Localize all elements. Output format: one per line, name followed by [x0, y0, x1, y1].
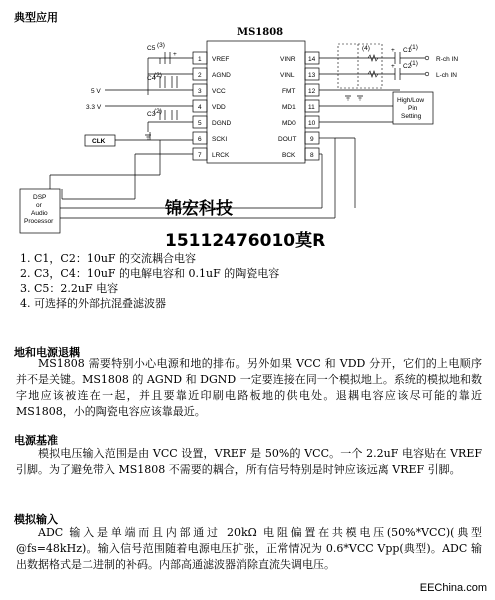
note-item: 1. C1，C2：10uF 的交流耦合电容 — [20, 252, 197, 265]
c4-label: C4 — [147, 75, 156, 82]
section-title-typical-application: 典型应用 — [14, 11, 58, 24]
pin-num: 2 — [198, 72, 202, 79]
clk-label: CLK — [92, 138, 106, 145]
lch-in-label: L-ch IN — [436, 72, 457, 79]
note-item: 4. 可选择的外部抗混叠滤波器 — [20, 297, 166, 310]
pin-num: 14 — [308, 56, 316, 63]
supply-3v3-label: 3.3 V — [86, 104, 102, 111]
note-item: 2. C3，C4：10uF 的电解电容和 0.1uF 的陶瓷电容 — [20, 267, 280, 280]
pin-num: 10 — [308, 120, 316, 127]
rch-in-label: R-ch IN — [436, 56, 459, 63]
note-item: 3. C5：2.2uF 电容 — [20, 282, 119, 295]
pin-name: MD1 — [282, 104, 296, 111]
pin-name: VINR — [280, 56, 296, 63]
plus-sign: + — [391, 63, 395, 70]
pin-name: LRCK — [212, 152, 230, 159]
pin-name: BCK — [282, 152, 296, 159]
pin-label: Pin — [408, 105, 418, 112]
heading-voltage-reference: 电源基准 — [14, 434, 58, 447]
application-circuit-diagram — [0, 0, 495, 262]
pin-num: 9 — [310, 136, 314, 143]
c4-sup: (2) — [154, 72, 162, 79]
dsp-label: DSP — [33, 194, 47, 201]
paragraph-ground-decoupling: MS1808 需要特别小心电源和地的排布。另外如果 VCC 和 VDD 分开，它们的上电顺序并不是关键。MS1808 的 AGND 和 DGND 一定要连接在同一个模拟地上。系统的模拟地和数字地应该被连在一起，并且要靠近印刷电路板地的供电处。退耦电容应该尽可能的靠近 MS1808，小的陶瓷电容应该靠最近。 — [16, 357, 482, 418]
pin-num: 6 — [198, 136, 202, 143]
setting-label: Setting — [401, 113, 422, 120]
pin-name: VCC — [212, 88, 226, 95]
pin-num: 12 — [308, 88, 316, 95]
pin-num: 7 — [198, 152, 202, 159]
pin-num: 5 — [198, 120, 202, 127]
filter-mark: (4) — [362, 45, 370, 52]
c1-label: C1 — [403, 47, 412, 54]
watermark-company: 锦宏科技 — [165, 199, 233, 219]
pin-num: 3 — [198, 88, 202, 95]
pin-name: SCKI — [212, 136, 228, 143]
or-label: or — [36, 202, 42, 209]
pin-name: FMT — [282, 88, 296, 95]
pin-num: 8 — [310, 152, 314, 159]
audio-label: Audio — [31, 210, 48, 217]
c2-sup: (1) — [410, 60, 418, 67]
pin-num: 11 — [308, 104, 315, 111]
plus-sign: + — [173, 51, 177, 58]
pin-name: MD0 — [282, 120, 296, 127]
c5-sup: (3) — [157, 42, 165, 49]
high-low-label: High/Low — [397, 97, 425, 104]
c3-label: C3 — [147, 111, 156, 118]
c2-label: C2 — [403, 63, 412, 70]
pin-name: DOUT — [278, 136, 297, 143]
c1-sup: (1) — [410, 44, 418, 51]
paragraph-voltage-reference: 模拟电压输入范围是由 VCC 设置，VREF 是 50%的 VCC。一个 2.2uF 电容贴在 VREF 引脚。为了避免带入 MS1808 不需要的耦合，所有信号特别是时钟应该远离 VREF 引脚。 — [16, 447, 482, 476]
pin-name: DGND — [212, 120, 232, 127]
c3-sup: (2) — [154, 108, 162, 115]
heading-analog-input: 模拟输入 — [14, 513, 58, 526]
pin-name: AGND — [212, 72, 231, 79]
supply-5v-label: 5 V — [91, 88, 101, 95]
plus-sign: + — [391, 47, 395, 54]
heading-ground-decoupling: 地和电源退耦 — [14, 346, 80, 359]
watermark-phone: 15112476010莫R — [165, 231, 326, 251]
pin-name: VDD — [212, 104, 226, 111]
pin-name: VREF — [212, 56, 230, 63]
chip-title: MS1808 — [237, 27, 284, 38]
pin-num: 13 — [308, 72, 316, 79]
pin-num: 4 — [198, 104, 202, 111]
c5-label: C5 — [147, 45, 156, 52]
pin-name: VINL — [280, 72, 295, 79]
paragraph-analog-input: ADC 输入是单端而且内部通过 20kΩ 电阻偏置在共模电压(50%*VCC)(典型@fs=48kHz)。输入信号范围随着电源电压扩张，正常情况为 0.6*VCC Vpp(典型)。ADC 输出数据格式是二进制的补码。内部高通滤波器消除直流失调电压。 — [16, 526, 482, 571]
processor-label: Processor — [24, 218, 54, 225]
footer-site: EEChina.com — [419, 582, 487, 594]
pin-num: 1 — [198, 56, 202, 63]
